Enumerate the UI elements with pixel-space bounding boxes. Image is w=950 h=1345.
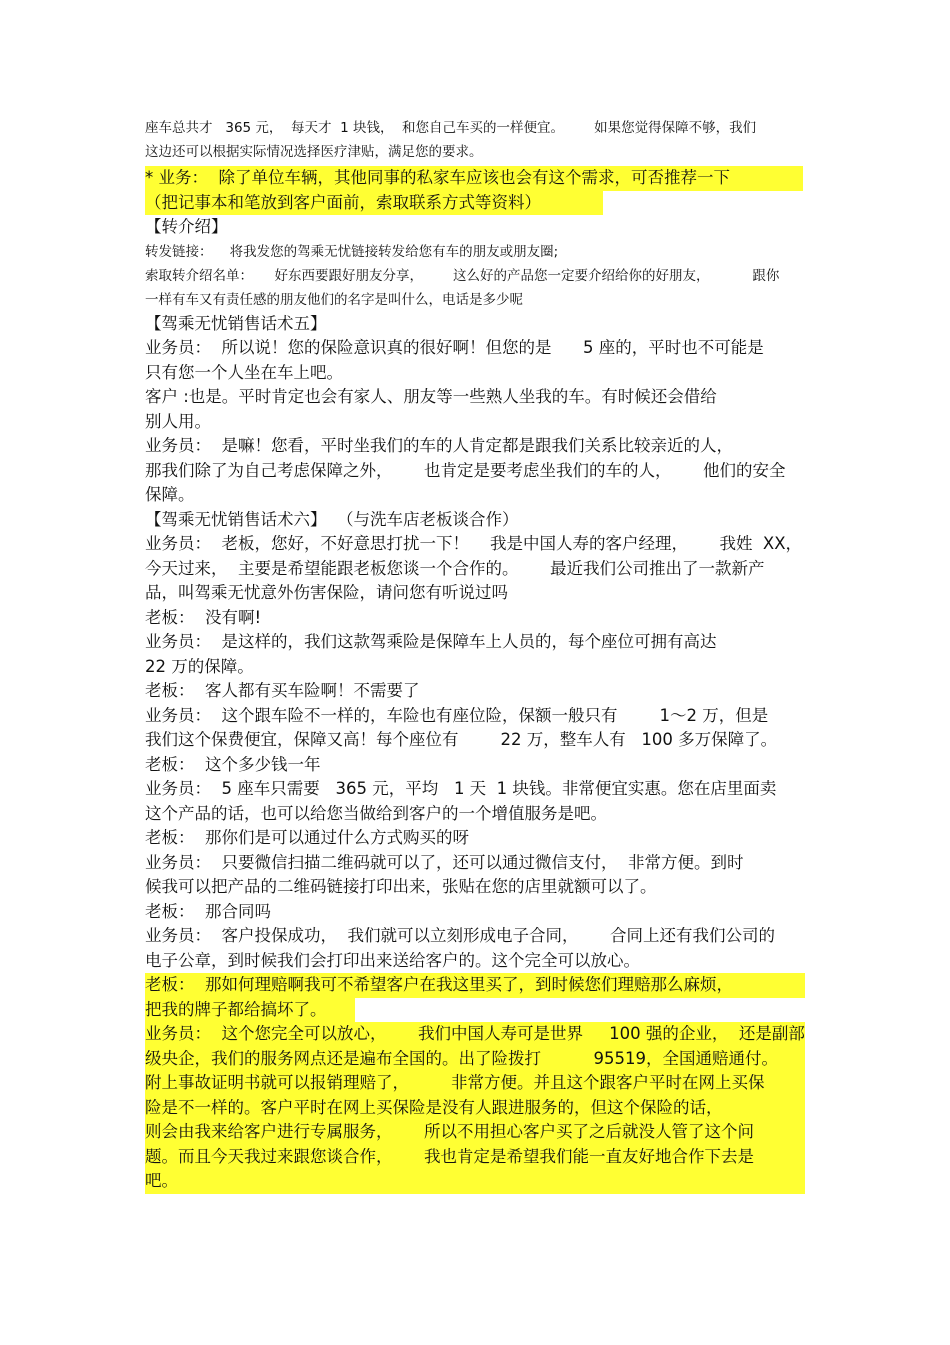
highlighted-line: * 业务： 除了单位车辆，其他同事的私家车应该也会有这个需求，可否推荐一下 [145, 166, 803, 191]
intro-line: 座车总共才 365 元， 每天才 1 块钱， 和您自己车买的一样便宜。 如果您觉得保障不够，我们 [145, 120, 757, 136]
dialogue-line: 那我们除了为自己考虑保障之外， 也肯定是要考虑坐我们的车的人， 他们的安全 [145, 460, 786, 480]
highlighted-line: （把记事本和笔放到客户面前，索取联系方式等资料） [145, 191, 603, 216]
highlighted-line: 题。而且今天我过来跟您谈合作， 我也肯定是希望我们能一直友好地合作下去是 [145, 1146, 754, 1166]
highlighted-line: 吧。 [145, 1171, 178, 1190]
dialogue-line: 业务员： 客户投保成功， 我们就可以立刻形成电子合同， 合同上还有我们公司的 [145, 926, 775, 945]
dialogue-line: 品，叫驾乘无忧意外伤害保险，请问您有听说过吗 [145, 583, 508, 602]
dialogue-line: 业务员： 是这样的，我们这款驾乘险是保障车上人员的，每个座位可拥有高达 [145, 632, 717, 651]
highlighted-line: 级央企，我们的服务网点还是遍布全国的。出了险拨打 95519，全国通赔通付。 [145, 1048, 778, 1068]
dialogue-line: 这个产品的话，也可以给您当做给到客户的一个增值服务是吧。 [145, 803, 607, 823]
dialogue-line: 业务员： 只要微信扫描二维码就可以了，还可以通过微信支付， 非常方便。到时 [145, 852, 744, 872]
dialogue-line: 业务员： 老板，您好，不好意思打扰一下！ 我是中国人寿的客户经理， 我姓 XX， [145, 534, 803, 553]
dialogue-line: 别人用。 [145, 411, 211, 431]
dialogue-line: 候我可以把产品的二维码链接打印出来，张贴在您的店里就额可以了。 [145, 877, 657, 896]
highlighted-line: 险是不一样的。客户平时在网上买保险是没有人跟进服务的，但这个保险的话， [145, 1097, 723, 1117]
dialogue-line: 电子公章，到时候我们会打印出来送给客户的。这个完全可以放心。 [145, 950, 640, 970]
dialogue-line: 我们这个保费便宜，保障又高！每个座位有 22 万，整车人有 100 多万保障了。 [145, 730, 778, 749]
highlighted-line: 把我的牌子都给搞坏了。 [145, 998, 355, 1023]
script6-heading: 【驾乘无忧销售话术六】 （与洗车店老板谈合作） [145, 509, 519, 529]
dialogue-line: 老板： 这个多少钱一年 [145, 754, 321, 774]
highlight-block-3 [145, 1022, 805, 1194]
highlighted-line: 附上事故证明书就可以报销理赔了， 非常方便。并且这个跟客户平时在网上买保 [145, 1073, 765, 1092]
referral-line: 索取转介绍名单： 好东西要跟好朋友分享， 这么好的产品您一定要介绍给你的好朋友， 跟你 [145, 267, 780, 284]
highlighted-line: 老板： 那如何理赔啊我可不希望客户在我这里买了，到时候您们理赔那么麻烦， [145, 973, 805, 998]
highlight-block-2 [145, 973, 815, 1022]
dialogue-line: 今天过来， 主要是希望能跟老板您谈一个合作的。 最近我们公司推出了一款新产 [145, 558, 765, 578]
dialogue-line: 保障。 [145, 485, 195, 504]
intro-line: 这边还可以根据实际情况选择医疗津贴，满足您的要求。 [145, 144, 483, 160]
dialogue-line: 业务员： 所以说！您的保险意识真的很好啊！但您的是 5 座的，平时也不可能是 [145, 338, 764, 357]
script5-heading: 【驾乘无忧销售话术五】 [145, 313, 327, 333]
dialogue-line: 22 万的保障。 [145, 656, 254, 676]
dialogue-line: 老板： 那你们是可以通过什么方式购买的呀 [145, 828, 469, 847]
dialogue-line: 业务员： 这个跟车险不一样的，车险也有座位险，保额一般只有 1～2 万，但是 [145, 705, 769, 725]
dialogue-line: 老板： 那合同吗 [145, 901, 271, 921]
document-page [145, 116, 815, 1194]
highlight-block-1 [145, 166, 815, 215]
referral-line: 转发链接： 将我发您的驾乘无忧链接转发给您有车的朋友或朋友圈; [145, 243, 559, 260]
dialogue-line: 老板： 客人都有买车险啊！不需要了 [145, 681, 420, 700]
referral-heading: 【转介绍】 [145, 217, 228, 236]
dialogue-line: 只有您一个人坐在车上吧。 [145, 362, 343, 382]
dialogue-line: 业务员： 是嘛！您看，平时坐我们的车的人肯定都是跟我们关系比较亲近的人， [145, 436, 733, 455]
dialogue-line: 老板： 没有啊! [145, 607, 262, 627]
highlighted-line: 业务员： 这个您完全可以放心， 我们中国人寿可是世界 100 强的企业， 还是副部 [145, 1024, 805, 1043]
dialogue-line: 业务员： 5 座车只需要 365 元，平均 1 天 1 块钱。非常便宜实惠。您在店里面卖 [145, 779, 777, 798]
referral-line: 一样有车又有责任感的朋友他们的名字是叫什么，电话是多少呢 [145, 291, 523, 308]
dialogue-line: 客户 :也是。平时肯定也会有家人、朋友等一些熟人坐我的车。有时候还会借给 [145, 387, 717, 406]
highlighted-line: 则会由我来给客户进行专属服务， 所以不用担心客户买了之后就没人管了这个问 [145, 1122, 754, 1141]
